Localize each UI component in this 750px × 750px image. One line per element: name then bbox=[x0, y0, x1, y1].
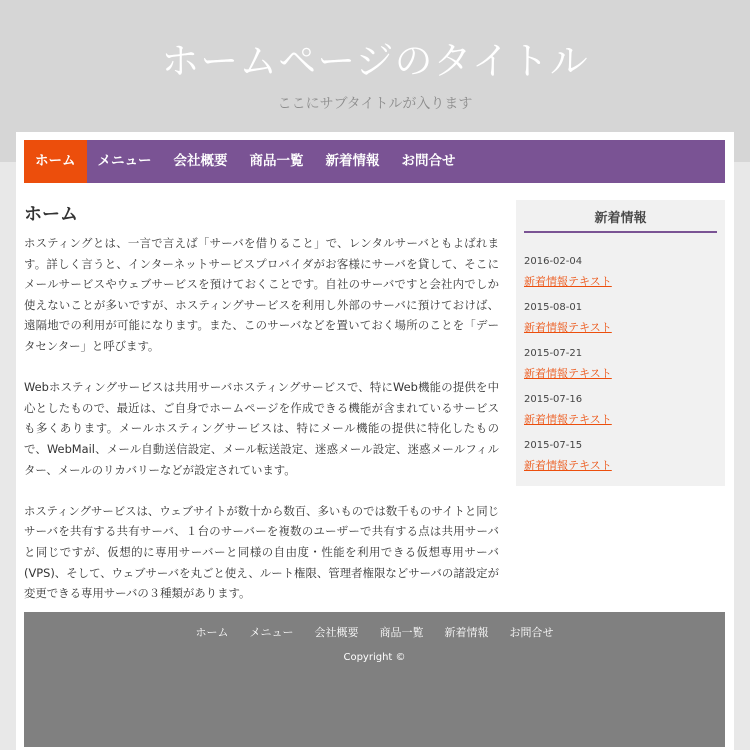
nav-item-products[interactable]: 商品一覧 bbox=[249, 153, 304, 169]
news-link[interactable]: 新着情報テキスト bbox=[524, 459, 612, 472]
footer-link-menu[interactable]: メニュー bbox=[249, 626, 294, 639]
footer-link-products[interactable]: 商品一覧 bbox=[379, 626, 424, 639]
footer-link-news[interactable]: 新着情報 bbox=[444, 626, 489, 639]
news-item bbox=[524, 300, 717, 337]
site-title[interactable]: ホームページのタイトル bbox=[161, 39, 589, 83]
site-subtitle: ここにサブタイトルが入ります bbox=[277, 96, 473, 112]
nav-item-home[interactable]: ホーム bbox=[24, 140, 87, 183]
page-title: ホーム bbox=[24, 204, 78, 225]
sidebar-title: 新着情報 bbox=[524, 200, 717, 233]
body-paragraph: Webホスティングサービスは共用サーバホスティングサービスで、特にWeb機能の提供を中心としたもので、最近は、ご自身でホームページを作成できる機能が含まれているサービスも多くあります。メールホスティングサービスは、特にメール機能の提供に特化したもので、WebMail、メール自動送信設定、メール転送設定、迷惑メール設定、迷惑メールフィルター、メールのリカバリーなどが設定されています。 bbox=[24, 380, 499, 477]
body-paragraph: ホスティングとは、一言で言えば「サーバを借りること」で、レンタルサーバともよばれます。詳しく言うと、インターネットサービスプロバイダがお客様にサーバを貸して、そこにメールサービスやウェブサービスを預けておくことです。自社のサーバですと会社内でしか使えないことが多いですが、ホスティングサービスを利用し外部のサーバに預けておけば、遠隔地での利用が可能になります。また、このサーバなどを置いておく場所のことを「データセンター」と呼びます。 bbox=[24, 236, 499, 353]
nav-item-contact[interactable]: お問合せ bbox=[401, 153, 456, 169]
global-nav bbox=[24, 140, 725, 183]
news-item bbox=[524, 346, 717, 383]
nav-item-menu[interactable]: メニュー bbox=[97, 153, 152, 169]
footer-nav bbox=[24, 624, 725, 640]
news-date: 2015-07-16 bbox=[524, 394, 583, 405]
news-item bbox=[524, 392, 717, 429]
footer-link-company[interactable]: 会社概要 bbox=[314, 626, 359, 639]
body-paragraph: ホスティングサービスは、ウェブサイトが数十から数百、多いものでは数千ものサイトと同じサーバを共有する共有サーバ、１台のサーバーを複数のユーザーで共有する点は共用サーバと同じですが、仮想的に専用サーバーと同様の自由度・性能を利用できる仮想専用サーバ(VPS)、そして、ウェブサーバを丸ごと使え、ルート権限、管理者権限などサーバの諸設定が変更できる専用サーバの３種類があります。 bbox=[24, 503, 499, 601]
news-date: 2015-07-21 bbox=[524, 348, 583, 359]
news-date: 2015-07-15 bbox=[524, 440, 583, 451]
content-wrapper bbox=[16, 132, 734, 750]
nav-item-company[interactable]: 会社概要 bbox=[173, 153, 228, 169]
footer-link-home[interactable]: ホーム bbox=[195, 626, 229, 639]
news-link[interactable]: 新着情報テキスト bbox=[524, 321, 612, 334]
news-item bbox=[524, 254, 717, 291]
news-link[interactable]: 新着情報テキスト bbox=[524, 275, 612, 288]
footer-link-contact[interactable]: お問合せ bbox=[509, 626, 554, 639]
copyright: Copyright © bbox=[343, 652, 406, 663]
nav-item-news[interactable]: 新着情報 bbox=[325, 153, 380, 169]
news-list bbox=[516, 254, 725, 475]
news-item bbox=[524, 438, 717, 475]
news-link[interactable]: 新着情報テキスト bbox=[524, 413, 612, 426]
sidebar-news bbox=[516, 200, 725, 486]
news-link[interactable]: 新着情報テキスト bbox=[524, 367, 612, 380]
main-content bbox=[24, 200, 499, 624]
news-date: 2015-08-01 bbox=[524, 302, 583, 313]
site-footer bbox=[24, 612, 725, 747]
news-date: 2016-02-04 bbox=[524, 256, 583, 267]
